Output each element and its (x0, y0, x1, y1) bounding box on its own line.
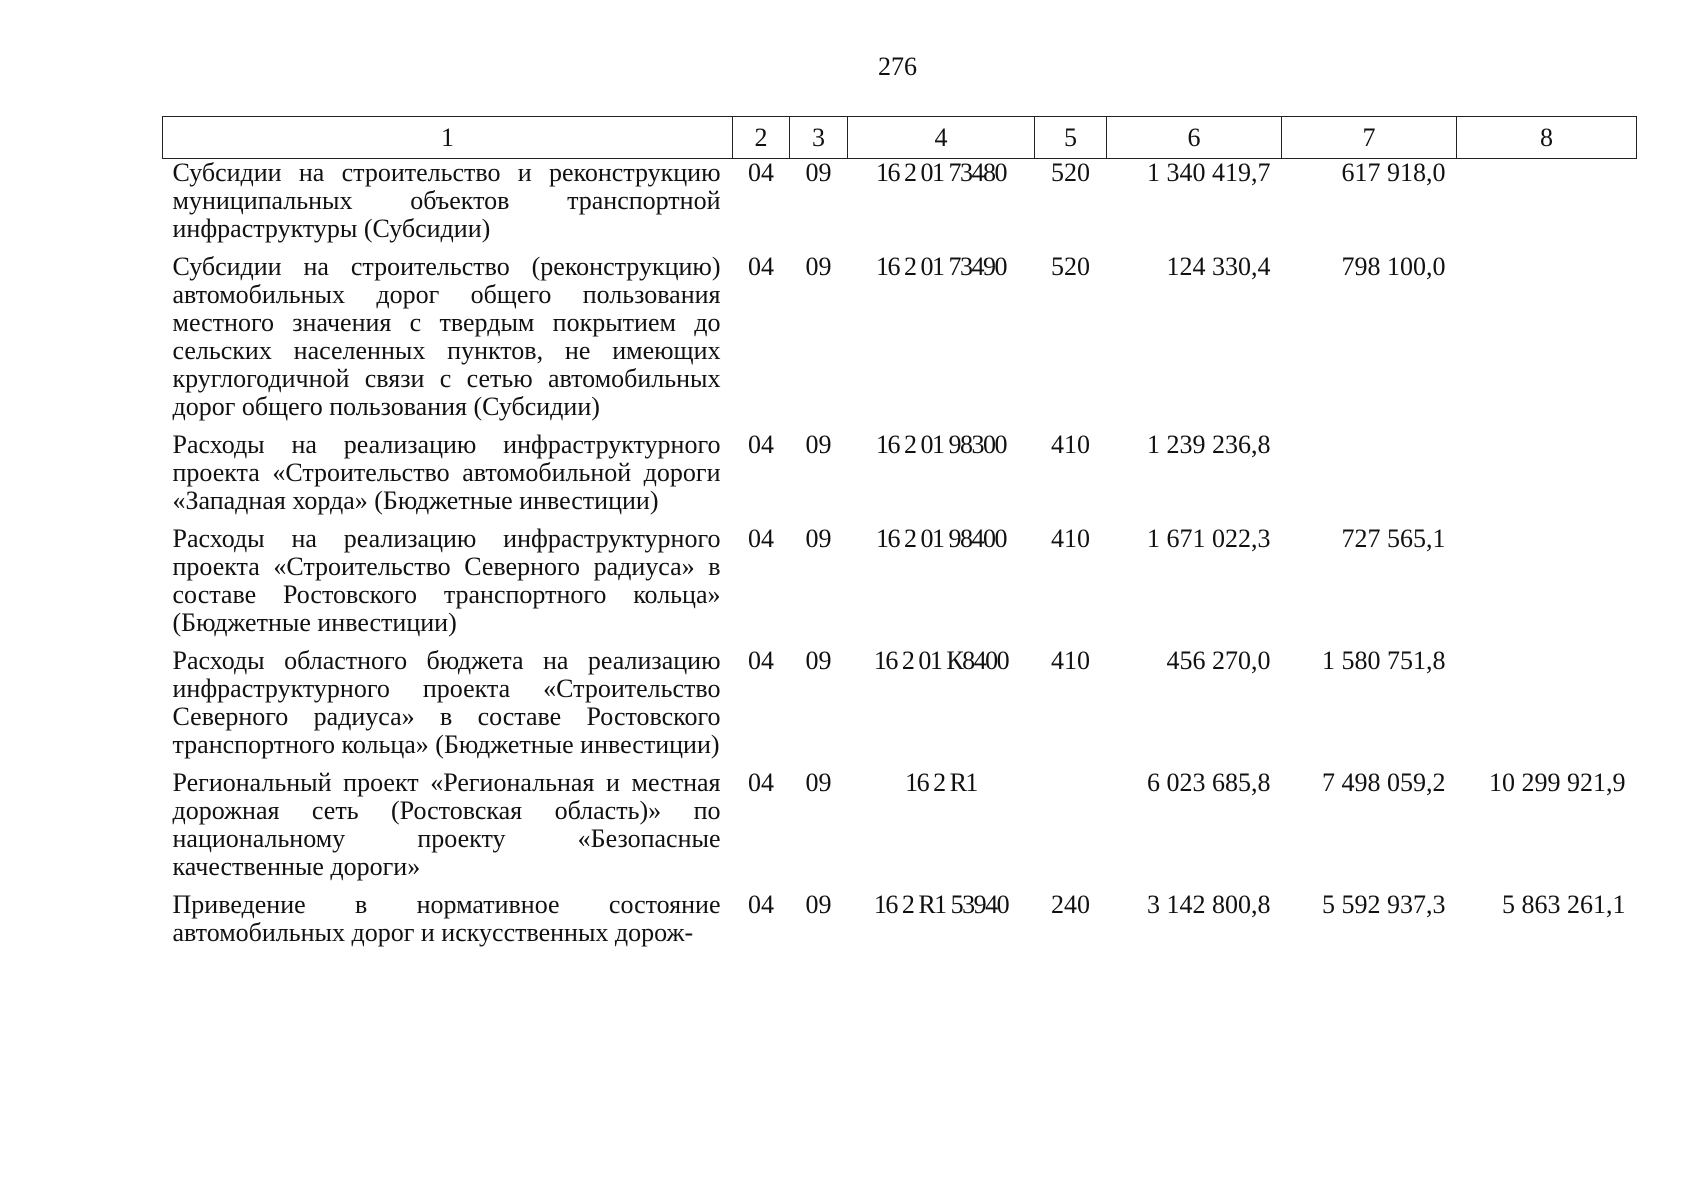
budget-table (162, 116, 1637, 957)
row-name: Субсидии на строительство (реконструкцию) автомобильных дорог общего пользования местного значения с твердым покрытием до сельских населенных пунктов, не имеющих круглогодичной связи с сетью автомобильных дорог общего пользования (Субсидии) (172, 252, 721, 421)
page-number: 276 (878, 52, 917, 81)
row-value-col7: 617 918,0 (1341, 158, 1446, 187)
row-name: Региональный проект «Региональная и местная дорожная сеть (Ростовская область)» по национальному проекту «Безопасные качественные дороги» (172, 768, 721, 881)
row-section-code: 04 (748, 430, 774, 459)
column-header-1: 1 (163, 117, 733, 159)
row-value-col7: 7 498 059,2 (1322, 768, 1446, 797)
row-section-code: 04 (748, 890, 774, 919)
row-section-code: 04 (748, 646, 774, 675)
column-header-3: 3 (790, 117, 848, 159)
row-value-col8: 5 863 261,1 (1502, 890, 1626, 919)
table-row (163, 431, 1637, 525)
row-name: Расходы областного бюджета на реализацию инфраструктурного проекта «Строительство Северного радиуса» в составе Ростовского транспортного кольца» (Бюджетные инвестиции) (172, 646, 721, 759)
row-name: Расходы на реализацию инфраструктурного проекта «Строительство Северного радиуса» в составе Ростовского транспортного кольца» (Бюджетные инвестиции) (172, 524, 721, 637)
table-row (163, 525, 1637, 647)
row-target-article: 16 2 01 98400 (876, 524, 1006, 553)
row-target-article: 16 2 R1 (905, 768, 977, 797)
table-row (163, 891, 1637, 957)
column-header-6: 6 (1107, 117, 1282, 159)
row-expense-type: 240 (1051, 890, 1090, 919)
row-value-col8: 10 299 921,9 (1489, 768, 1626, 797)
row-section-code: 04 (748, 158, 774, 187)
row-value-col8 (1457, 647, 1637, 769)
row-value-col6: 456 270,0 (1166, 646, 1271, 675)
column-header-2: 2 (733, 117, 790, 159)
column-header-4: 4 (848, 117, 1035, 159)
row-subsection-code: 09 (805, 158, 832, 187)
row-expense-type (1035, 769, 1107, 891)
row-value-col6: 3 142 800,8 (1147, 890, 1271, 919)
row-section-code: 04 (748, 768, 774, 797)
row-expense-type: 410 (1051, 430, 1090, 459)
row-subsection-code: 09 (805, 768, 832, 797)
row-value-col6: 1 671 022,3 (1147, 524, 1271, 553)
row-value-col7: 727 565,1 (1341, 524, 1446, 553)
row-name: Расходы на реализацию инфраструктурного проекта «Строительство автомобильной дороги «Западная хорда» (Бюджетные инвестиции) (172, 430, 721, 515)
row-section-code: 04 (748, 252, 774, 281)
row-expense-type: 410 (1051, 646, 1090, 675)
row-value-col7: 798 100,0 (1341, 252, 1446, 281)
column-header-7: 7 (1282, 117, 1457, 159)
row-section-code: 04 (748, 524, 774, 553)
row-subsection-code: 09 (805, 890, 832, 919)
row-value-col8 (1457, 525, 1637, 647)
row-value-col8 (1457, 431, 1637, 525)
row-value-col8 (1457, 253, 1637, 431)
table-header-row (163, 117, 1637, 159)
row-name: Субсидии на строительство и реконструкцию муниципальных объектов транспортной инфраструктуры (Субсидии) (172, 158, 721, 243)
row-subsection-code: 09 (805, 252, 832, 281)
row-target-article: 16 2 01 73490 (876, 252, 1006, 281)
column-header-5: 5 (1035, 117, 1107, 159)
row-value-col7: 5 592 937,3 (1322, 890, 1446, 919)
row-target-article: 16 2 R1 53940 (873, 890, 1009, 919)
row-value-col7: 1 580 751,8 (1322, 646, 1446, 675)
row-subsection-code: 09 (805, 524, 832, 553)
row-value-col6: 6 023 685,8 (1147, 768, 1271, 797)
column-header-8: 8 (1457, 117, 1637, 159)
row-value-col6: 124 330,4 (1166, 252, 1271, 281)
row-subsection-code: 09 (805, 430, 832, 459)
row-value-col7 (1282, 431, 1457, 525)
row-value-col8 (1457, 159, 1637, 254)
row-expense-type: 410 (1051, 524, 1090, 553)
table-row (163, 769, 1637, 891)
row-value-col6: 1 340 419,7 (1147, 158, 1271, 187)
row-value-col6: 1 239 236,8 (1147, 430, 1271, 459)
row-name: Приведение в нормативное состояние автомобильных дорог и искусственных дорож- (172, 890, 721, 947)
row-expense-type: 520 (1051, 158, 1090, 187)
row-expense-type: 520 (1051, 252, 1090, 281)
row-subsection-code: 09 (805, 646, 832, 675)
table-row (163, 647, 1637, 769)
row-target-article: 16 2 01 К8400 (873, 646, 1009, 675)
row-target-article: 16 2 01 73480 (876, 158, 1006, 187)
table-row (163, 159, 1637, 254)
table-row (163, 253, 1637, 431)
row-target-article: 16 2 01 98300 (876, 430, 1006, 459)
